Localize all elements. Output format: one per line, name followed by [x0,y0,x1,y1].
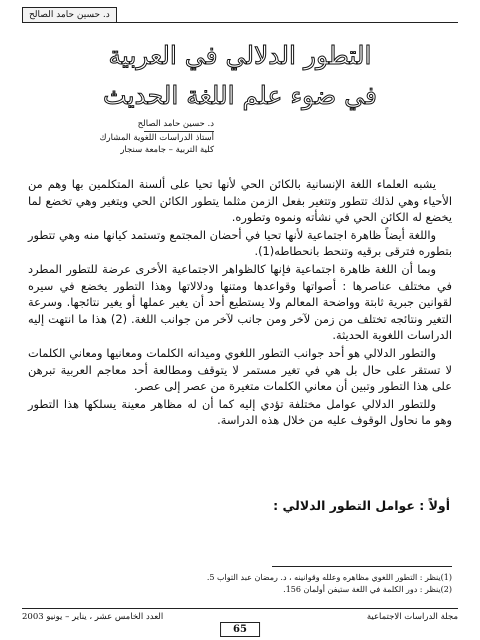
footnotes [152,572,452,596]
article-body [28,176,452,430]
author-affiliation: كلية التربية – جامعة سنجار [120,145,214,155]
paragraph-4: والتطور الدلالي هو أحد جوانب التطور اللغوي وميدانه الكلمات ومعانيها ومعاني الكلمات لا تستقر على حال بل هي في تغير مستمر لا يتوقف ومطالعة أحد معاجم العربية تبرهن على هذا التطور وتبين أن معاني الكلمات متغيرة من عصر إلى عصر. [28,345,452,394]
author-name: د. حسين حامد الصالح [137,119,214,129]
page-number: 65 [220,622,260,637]
author-block [24,118,214,156]
paragraph-1: يشبه العلماء اللغة الإنسانية بالكائن الحي لأنها تحيا على ألسنة المتكلمين بها وهم من الأحياء وهي لذلك تتطور وتتغير بفعل الزمن مثلما يتطور الكائن الحي ويتغير وهي تخضع لما يخضع له الكائن الحي في نشأته ونموه وتطوره. [28,177,452,225]
footnote-2: (2)ينظر : دور الكلمة في اللغة ستيفن أولمان 156. [283,585,452,594]
title-line-2: في ضوء علم اللغة الحديث [103,81,377,110]
footer-issue: العدد الخامس عشر ، يناير – يونيو 2003 [22,612,164,622]
paragraph-2: واللغة أيضاً ظاهرة اجتماعية لأنها تحيا في أحضان المجتمع وتستمد كيانها منه وهي تتطور بتطوره فترقى برقيه وتنحط بانحطاطه(1). [28,227,452,259]
footer-journal: مجلة الدراسات الاجتماعية [366,612,458,622]
article-title [40,36,440,116]
title-line-1: التطور الدلالي في العربية [108,41,372,70]
author-position: أستاذ الدراسات اللغوية المشارك [99,133,214,143]
section-heading: أولاً : عوامل التطور الدلالي : [273,498,450,513]
paragraph-5: وللتطور الدلالي عوامل مختلفة تؤدي إليه كما أن له مظاهر معينة يسلكها هذا التطور وهو ما نحاول الوقوف عليه من خلال هذه الدراسة. [28,396,452,428]
footnote-1: (1)ينظر : التطور اللغوي مظاهره وعلله وقوانينه ، د. رمضان عبد التواب 5. [206,573,452,582]
running-header-author: د. حسين حامد الصالح [22,7,117,22]
footnote-divider [272,566,452,567]
running-header [22,6,458,23]
paragraph-3: وبما أن اللغة ظاهرة اجتماعية فإنها كالظواهر الاجتماعية الأخرى عرضة للتطور المطرد في مختلف عناصرها : أصواتها وقواعدها ومتنها ودلالاتها وهذا التطور يخضع في سيره لقوانين جبرية ثابتة وواضحة المعالم ولا يستطيع أحد أن يغير عملها أو يغير نتائجها. وسرعة التغير ونتائجه تختلف من زمن لآخر ومن جانب لآخر من جوانب اللغة. (2) هذا ما انتهت إليه الدراسات اللغوية الحديثة. [28,261,452,343]
